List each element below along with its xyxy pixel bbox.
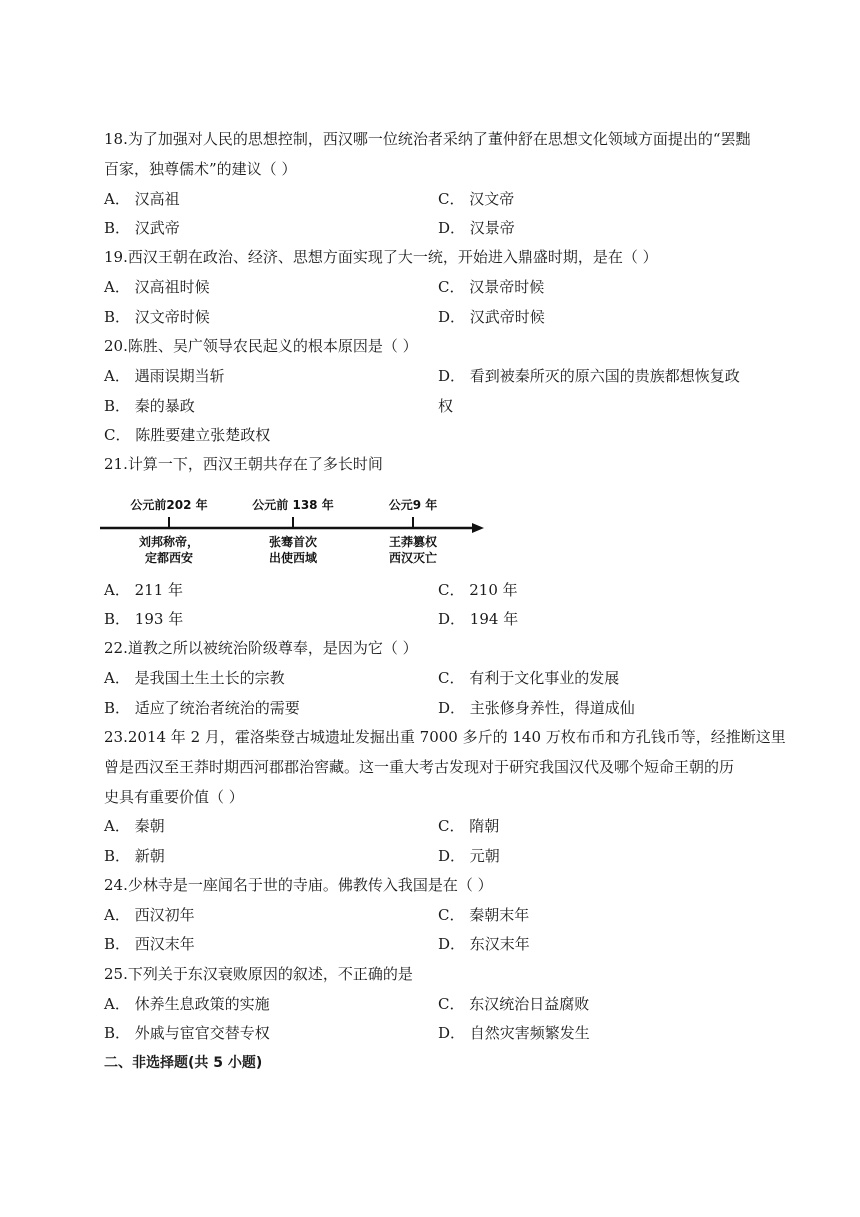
q23-stem-line3: 史具有重要价值（ ） xyxy=(104,788,244,806)
q24-option-d: D． 东汉末年 xyxy=(438,935,530,953)
section-two-heading: 二、非选择题(共 5 小题) xyxy=(104,1055,263,1071)
timeline-arrow-icon xyxy=(472,523,484,533)
q21-stem: 21.计算一下，西汉王朝共存在了多长时间 xyxy=(104,455,383,473)
q21-option-d: D． 194 年 xyxy=(438,610,519,628)
q18-option-d: D． 汉景帝 xyxy=(438,219,515,237)
q22-option-b: B． 适应了统治者统治的需要 xyxy=(104,699,300,717)
timeline-top-label-2: 公元前 138 年 xyxy=(252,498,334,512)
q24-stem: 24.少林寺是一座闻名于世的寺庙。佛教传入我国是在（ ） xyxy=(104,876,493,894)
q23-stem-line2: 曾是西汉至王莽时期西河郡郡治窖藏。这一重大考古发现对于研究我国汉代及哪个短命王朝的历 xyxy=(104,758,735,776)
q23-stem-line1: 23.2014 年 2 月，霍洛柴登古城遗址发掘出重 7000 多斤的 140 万枚布币和方孔钱币等，经推断这里 xyxy=(104,728,786,746)
timeline-bottom-label-3b: 西汉灭亡 xyxy=(388,551,438,565)
q20-option-c: C． 陈胜要建立张楚政权 xyxy=(104,426,271,444)
timeline-bottom-label-2b: 出使西域 xyxy=(268,551,318,565)
q22-option-d: D． 主张修身养性，得道成仙 xyxy=(438,699,635,717)
timeline-bottom-label-2a: 张骞首次 xyxy=(268,535,318,549)
q20-option-b: B． 秦的暴政 xyxy=(104,397,195,415)
q19-option-b: B． 汉文帝时候 xyxy=(104,308,210,326)
q19-stem: 19.西汉王朝在政治、经济、思想方面实现了大一统，开始进入鼎盛时期，是在（ ） xyxy=(104,248,658,266)
q18-stem-line2: 百家，独尊儒术”的建议（ ） xyxy=(104,160,297,178)
q19-option-d: D． 汉武帝时候 xyxy=(438,308,545,326)
timeline-bottom-label-3a: 王莽篡权 xyxy=(388,535,438,549)
timeline-bottom-label-1a: 刘邦称帝， xyxy=(138,535,200,549)
timeline-top-label-3: 公元9 年 xyxy=(388,498,438,512)
q19-option-a: A． 汉高祖时候 xyxy=(104,278,210,296)
q18-option-c: C． 汉文帝 xyxy=(438,190,515,208)
q25-option-b: B． 外戚与宦官交替专权 xyxy=(104,1024,270,1042)
q20-option-d-line2: 权 xyxy=(438,397,454,415)
q20-stem: 20.陈胜、吴广领导农民起义的根本原因是（ ） xyxy=(104,337,418,355)
q20-option-a: A． 遇雨误期当斩 xyxy=(104,367,225,385)
q23-option-c: C． 隋朝 xyxy=(438,817,500,835)
q21-option-b: B． 193 年 xyxy=(104,610,184,628)
q25-option-c: C． 东汉统治日益腐败 xyxy=(438,995,590,1013)
q18-option-a: A． 汉高祖 xyxy=(104,190,180,208)
q23-option-d: D． 元朝 xyxy=(438,847,500,865)
q24-option-b: B． 西汉末年 xyxy=(104,935,195,953)
q22-stem: 22.道教之所以被统治阶级尊奉，是因为它（ ） xyxy=(104,639,418,657)
q22-option-a: A． 是我国土生土长的宗教 xyxy=(104,669,285,687)
timeline-top-label-1: 公元前202 年 xyxy=(130,498,208,512)
q23-option-b: B． 新朝 xyxy=(104,847,165,865)
q21-option-a: A． 211 年 xyxy=(104,581,183,599)
q25-option-d: D． 自然灾害频繁发生 xyxy=(438,1024,590,1042)
timeline-bottom-label-1b: 定都西安 xyxy=(144,551,194,565)
q24-option-c: C． 秦朝末年 xyxy=(438,906,530,924)
q24-option-a: A． 西汉初年 xyxy=(104,906,195,924)
q23-option-a: A． 秦朝 xyxy=(104,817,165,835)
q19-option-c: C． 汉景帝时候 xyxy=(438,278,545,296)
q25-stem: 25.下列关于东汉衰败原因的叙述，不正确的是 xyxy=(104,965,413,983)
q21-timeline xyxy=(100,492,485,570)
q25-option-a: A． 休养生息政策的实施 xyxy=(104,995,270,1013)
q22-option-c: C． 有利于文化事业的发展 xyxy=(438,669,620,687)
q18-stem-line1: 18.为了加强对人民的思想控制，西汉哪一位统治者采纳了董仲舒在思想文化领域方面提出的“罢黜 xyxy=(104,130,751,148)
q20-option-d-line1: D． 看到被秦所灭的原六国的贵族都想恢复政 xyxy=(438,367,740,385)
q21-option-c: C． 210 年 xyxy=(438,581,518,599)
q18-option-b: B． 汉武帝 xyxy=(104,219,180,237)
